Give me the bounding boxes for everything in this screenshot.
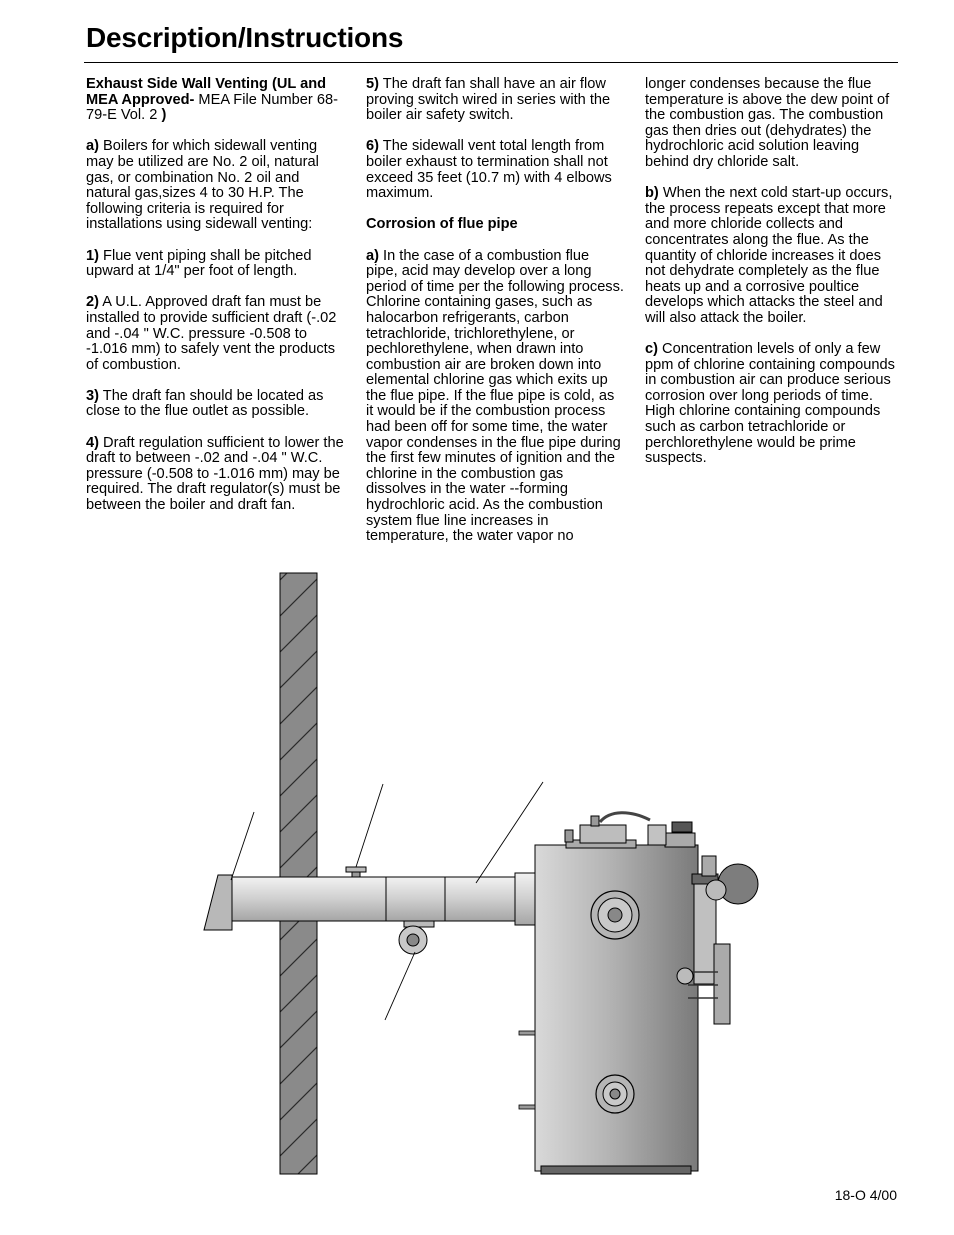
paragraph-text: A U.L. Approved draft fan must be installed to provide sufficient draft (-.02 and -.04 " W.C. pressure -0.508 to -1.016 mm) to safely vent the products of combustion. (86, 294, 337, 373)
paragraph-3 (86, 389, 348, 420)
paragraph-corrosion-a (366, 249, 624, 545)
paragraph-lead: Exhaust Side Wall Venting (UL and MEA Approved- (86, 76, 327, 108)
text-column-2 (366, 77, 624, 560)
paragraph-lead: 4) (86, 434, 99, 451)
paragraph-5 (366, 77, 624, 124)
paragraph-text: Flue vent piping shall be pitched upward at 1/4" per foot of length. (86, 247, 312, 280)
paragraph-text: MEA File Number 68-79-E Vol. 2 (86, 91, 338, 124)
paragraph-lead: 2) (86, 294, 99, 311)
paragraph-heading-sidewall (86, 77, 348, 124)
paragraph-corrosion-b (645, 186, 903, 326)
vent-termination-hood (204, 875, 232, 930)
paragraph-text: Boilers for which sidewall venting may be utilized are No. 2 oil, natural gas, or combination No. 2 oil and natural gas,sizes 4 to 30 H.P. The following criteria is required for installations using sidewall venting: (86, 138, 319, 233)
paragraph-lead: 1) (86, 247, 99, 264)
paragraph-corrosion-c (645, 342, 903, 467)
building-wall (280, 573, 317, 1174)
title-rule (84, 62, 898, 63)
paragraph-1 (86, 249, 348, 280)
text-column-3 (645, 77, 903, 482)
paragraph-lead: a) (86, 138, 99, 155)
paragraph-a (86, 139, 348, 233)
paragraph-text: In the case of a combustion flue pipe, acid may develop over a long period of time per the following process. Chlorine containing gases, such as halocarbon refrigerants, carbon tetrachloride, trichlorethylene, or pechlorethylene, when drawn into combustion air are broken down into elemental chlorine gas which exits up the flue pipe. If the flue pipe is cold, as it would be if the combustion process had been off for some time, the water vapor condenses in the flue pipe during the first few minutes of ignition and the chlorine in the combustion gas dissolves in the water --forming hydrochloric acid. As the combustion system flue line increases in temperature, the water vapor no (366, 247, 624, 545)
paragraph-text: When the next cold start-up occurs, the process repeats except that more and more chloride collects and concentrates along the flue. As the quantity of chloride increases it does not dehydrate completely as the flue heats up and a corrosive poultice develops which attacks the steel and will also attack the boiler. (645, 185, 893, 326)
paragraph-4 (86, 436, 348, 514)
paragraph-text: Concentration levels of only a few ppm of chlorine containing compounds in combustion air can produce serious corrosion over long periods of time. High chlorine containing compounds such as carbon tetrachloride or perchlorethylene would be prime suspects. (645, 341, 895, 467)
flue-vent-pipe (228, 873, 544, 925)
draft-fan (399, 921, 434, 954)
paragraph-6 (366, 139, 624, 201)
text-column-1 (86, 77, 348, 529)
paragraph-lead: 5) (366, 76, 379, 92)
section-heading-corrosion (366, 217, 624, 233)
paragraph-text: Draft regulation sufficient to lower the draft to between -.02 and -.04 " W.C. pressure (-0.508 to -1.016 mm) may be required. The draft regulator(s) must be between the boiler and draft fan. (86, 434, 344, 514)
sidewall-venting-illustration (110, 570, 870, 1180)
paragraph-text: longer condenses because the flue temperature is above the dew point of the combustion gas. The combustion gas then dries out (dehydrates) the hydrochloric acid solution leaving behind dry chloride salt. (645, 76, 890, 170)
page-footer: 18-O 4/00 (834, 1187, 897, 1203)
paragraph-2 (86, 295, 348, 373)
paragraph-lead: 6) (366, 138, 379, 155)
paragraph-lead: 3) (86, 387, 99, 404)
paragraph-lead: b) (645, 185, 659, 202)
paragraph-lead: a) (366, 247, 379, 264)
page-title: Description/Instructions (86, 22, 404, 53)
paragraph-text: The draft fan should be located as close to the flue outlet as possible. (86, 387, 324, 420)
paragraph-lead: c) (645, 341, 658, 358)
paragraph-tail: ) (161, 107, 167, 124)
paragraph-continued (645, 77, 903, 171)
boiler-vessel (519, 813, 698, 1174)
paragraph-text: The sidewall vent total length from boiler exhaust to termination shall not exceed 35 feet (10.7 m) with 4 elbows maximum. (366, 138, 612, 202)
draft-regulator (346, 867, 366, 877)
paragraph-text: The draft fan shall have an air flow proving switch wired in series with the boiler air safety switch. (366, 76, 611, 124)
section-heading: Corrosion of flue pipe (366, 216, 518, 233)
